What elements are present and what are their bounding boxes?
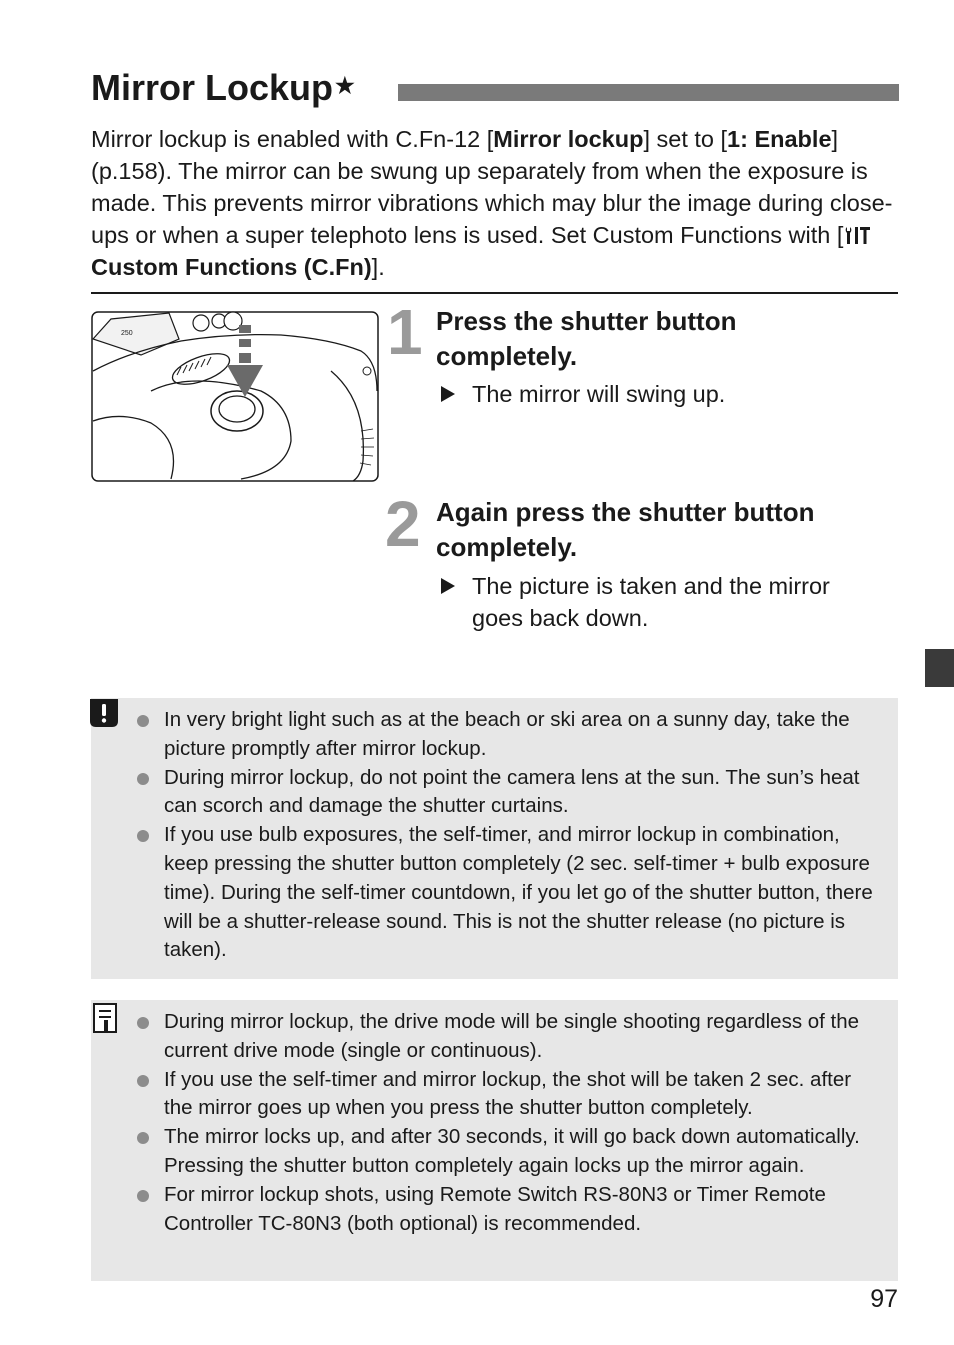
note-item-text: The mirror locks up, and after 30 seconds, it will go back down automatically. Pressing the shutter button completely again locks up the mirror again. — [164, 1125, 860, 1177]
intro-paragraph — [91, 123, 899, 283]
note-item-text: If you use the self-timer and mirror lockup, the shot will be taken 2 sec. after the mirror goes up when you press the shutter button completely. — [164, 1067, 852, 1120]
step-2-result — [441, 570, 881, 634]
advanced-star-icon: ★ — [335, 73, 355, 98]
intro-bold-mirror-lockup: Mirror lockup — [493, 126, 644, 152]
note-item — [137, 1008, 884, 1066]
caution-item-text: In very bright light such as at the beach or ski area on a sunny day, take the picture promptly after mirror lockup. — [164, 708, 850, 760]
memo-icon — [92, 1002, 120, 1036]
bullet-dot — [137, 1017, 149, 1029]
bullet-dot — [137, 1190, 149, 1202]
page-title-text: Mirror Lockup — [91, 67, 334, 108]
bullet-dot — [137, 1075, 149, 1087]
step-2-title: Again press the shutter button completely. — [436, 497, 815, 562]
caution-item — [137, 706, 884, 764]
note-item-text: During mirror lockup, the drive mode will be single shooting regardless of the current drive mode (single or continuous). — [164, 1010, 860, 1062]
section-divider — [91, 292, 898, 294]
section-header — [91, 66, 899, 114]
page-title — [91, 66, 355, 110]
bullet-dot — [137, 830, 149, 842]
svg-text:250: 250 — [121, 330, 133, 337]
caution-list — [137, 706, 884, 965]
page-number: 97 — [870, 1285, 898, 1313]
intro-text-3: ] (p.158). The mirror can be swung up separately from when the exposure is made. This prevents mirror vibrations which may blur the image during close-ups or when a super telephoto lens is used. Set Custom Functions with [ — [91, 126, 893, 248]
caution-item — [137, 764, 884, 822]
title-rule-bar — [398, 84, 899, 101]
result-arrow-icon — [441, 578, 455, 594]
bullet-dot — [137, 715, 149, 727]
step-1-result — [441, 378, 881, 410]
note-item — [137, 1066, 884, 1124]
notes-list — [137, 1008, 884, 1238]
caution-box — [91, 698, 898, 979]
intro-bold-custom-functions: Custom Functions (C.Fn) — [91, 254, 372, 280]
intro-text-1: Mirror lockup is enabled with C.Fn-12 [ — [91, 126, 494, 152]
intro-text-2: ] set to [ — [643, 126, 728, 152]
chapter-tab-marker — [925, 649, 954, 687]
note-item — [137, 1181, 884, 1239]
caution-icon — [88, 697, 120, 729]
note-item-text: For mirror lockup shots, using Remote Switch RS-80N3 or Timer Remote Controller TC-80N3 (both optional) is recommended. — [164, 1182, 826, 1235]
bullet-dot — [137, 773, 149, 785]
step-1-number: 1 — [387, 296, 423, 368]
intro-text-4: ]. — [371, 254, 385, 280]
caution-item-text: If you use bulb exposures, the self-timer, and mirror lockup in combination, keep pressing the shutter button completely (2 sec. self-timer + bulb exposure time). During the self-timer countdown, if you let go of the shutter button, there will be a shutter-release sound. This is not the shutter release (no picture is taken). — [164, 823, 873, 962]
caution-item-text: During mirror lockup, do not point the camera lens at the sun. The sun’s heat can scorch and damage the shutter curtains. — [164, 765, 860, 818]
caution-item — [137, 821, 884, 965]
step-2-result-text: The picture is taken and the mirror goes back down. — [472, 573, 830, 631]
bullet-dot — [137, 1132, 149, 1144]
step-1-result-text: The mirror will swing up. — [472, 381, 726, 407]
result-arrow-icon — [441, 386, 455, 402]
custom-functions-icon — [843, 224, 871, 246]
camera-shutter-illustration — [91, 311, 379, 482]
intro-bold-enable: 1: Enable — [727, 126, 832, 152]
step-1-title: Press the shutter button completely. — [436, 306, 737, 371]
step-2-number: 2 — [385, 488, 421, 560]
note-item — [137, 1123, 884, 1181]
notes-box — [91, 1000, 898, 1281]
